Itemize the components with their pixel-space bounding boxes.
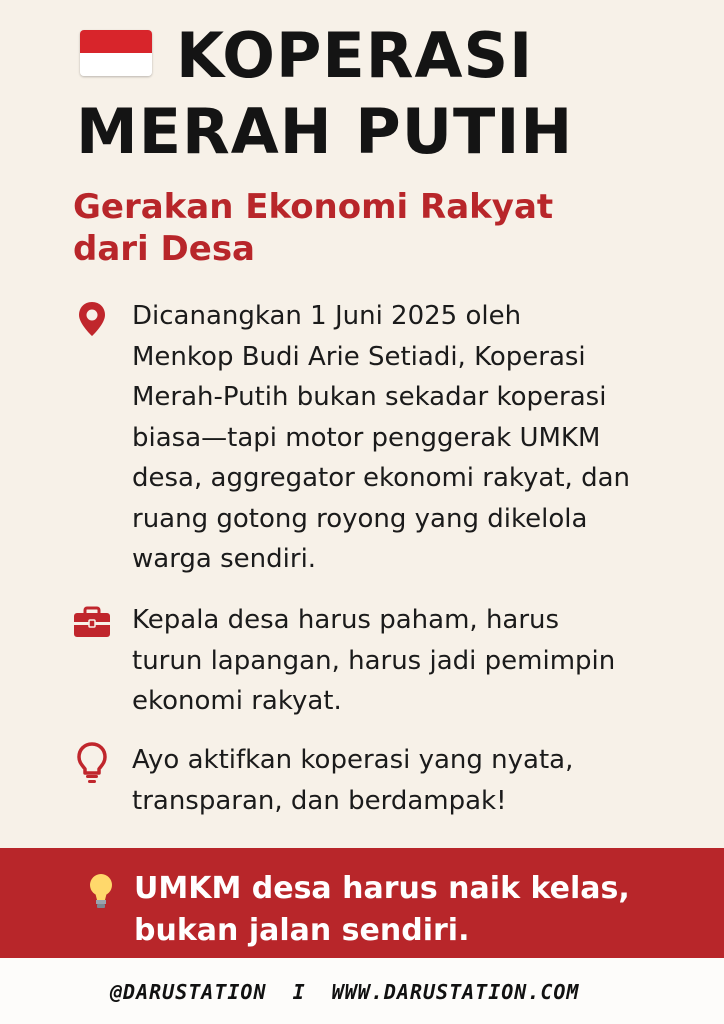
text-line: Menkop Budi Arie Setiadi, Koperasi (132, 341, 586, 372)
text-line: ekonomi rakyat. (132, 686, 342, 716)
text-line: transparan, dan berdampak! (132, 785, 507, 816)
banner-line-2: bukan jalan sendiri. (134, 913, 470, 948)
page-title (76, 18, 696, 170)
location-pin-icon (70, 296, 114, 340)
briefcase-icon (70, 600, 114, 644)
banner-line-1: UMKM desa harus naik kelas, (134, 871, 630, 906)
text-line: warga sendiri. (132, 544, 317, 574)
banner-text (134, 868, 704, 952)
text-line: Dicanangkan 1 Juni 2025 oleh (132, 301, 522, 331)
footer-credit: @DARUSTATION I WWW.DARUSTATION.COM (110, 980, 580, 1004)
footer (0, 958, 724, 1024)
subtitle (73, 186, 673, 270)
text-line: turun lapangan, harus jadi pemimpin (132, 645, 616, 676)
title-line-1: KOPERASI (176, 19, 534, 92)
info-item-text (132, 740, 672, 821)
text-line: Ayo aktifkan koperasi yang nyata, (132, 745, 574, 775)
info-item-text (132, 296, 672, 580)
text-line: desa, aggregator ekonomi rakyat, dan (132, 463, 630, 493)
text-line: ruang gotong royong yang dikelola (132, 503, 588, 534)
info-item-text (132, 600, 672, 722)
lightbulb-outline-icon (70, 740, 114, 784)
text-line: biasa—tapi motor penggerak UMKM (132, 422, 601, 453)
subtitle-line-1: Gerakan Ekonomi Rakyat (73, 187, 554, 227)
text-line: Kepala desa harus paham, harus (132, 605, 560, 635)
text-line: Merah-Putih bukan sekadar koperasi (132, 382, 607, 412)
lightbulb-icon (86, 872, 116, 912)
subtitle-line-2: dari Desa (73, 229, 256, 269)
title-line-2: MERAH PUTIH (76, 95, 574, 168)
highlight-banner (0, 848, 724, 958)
